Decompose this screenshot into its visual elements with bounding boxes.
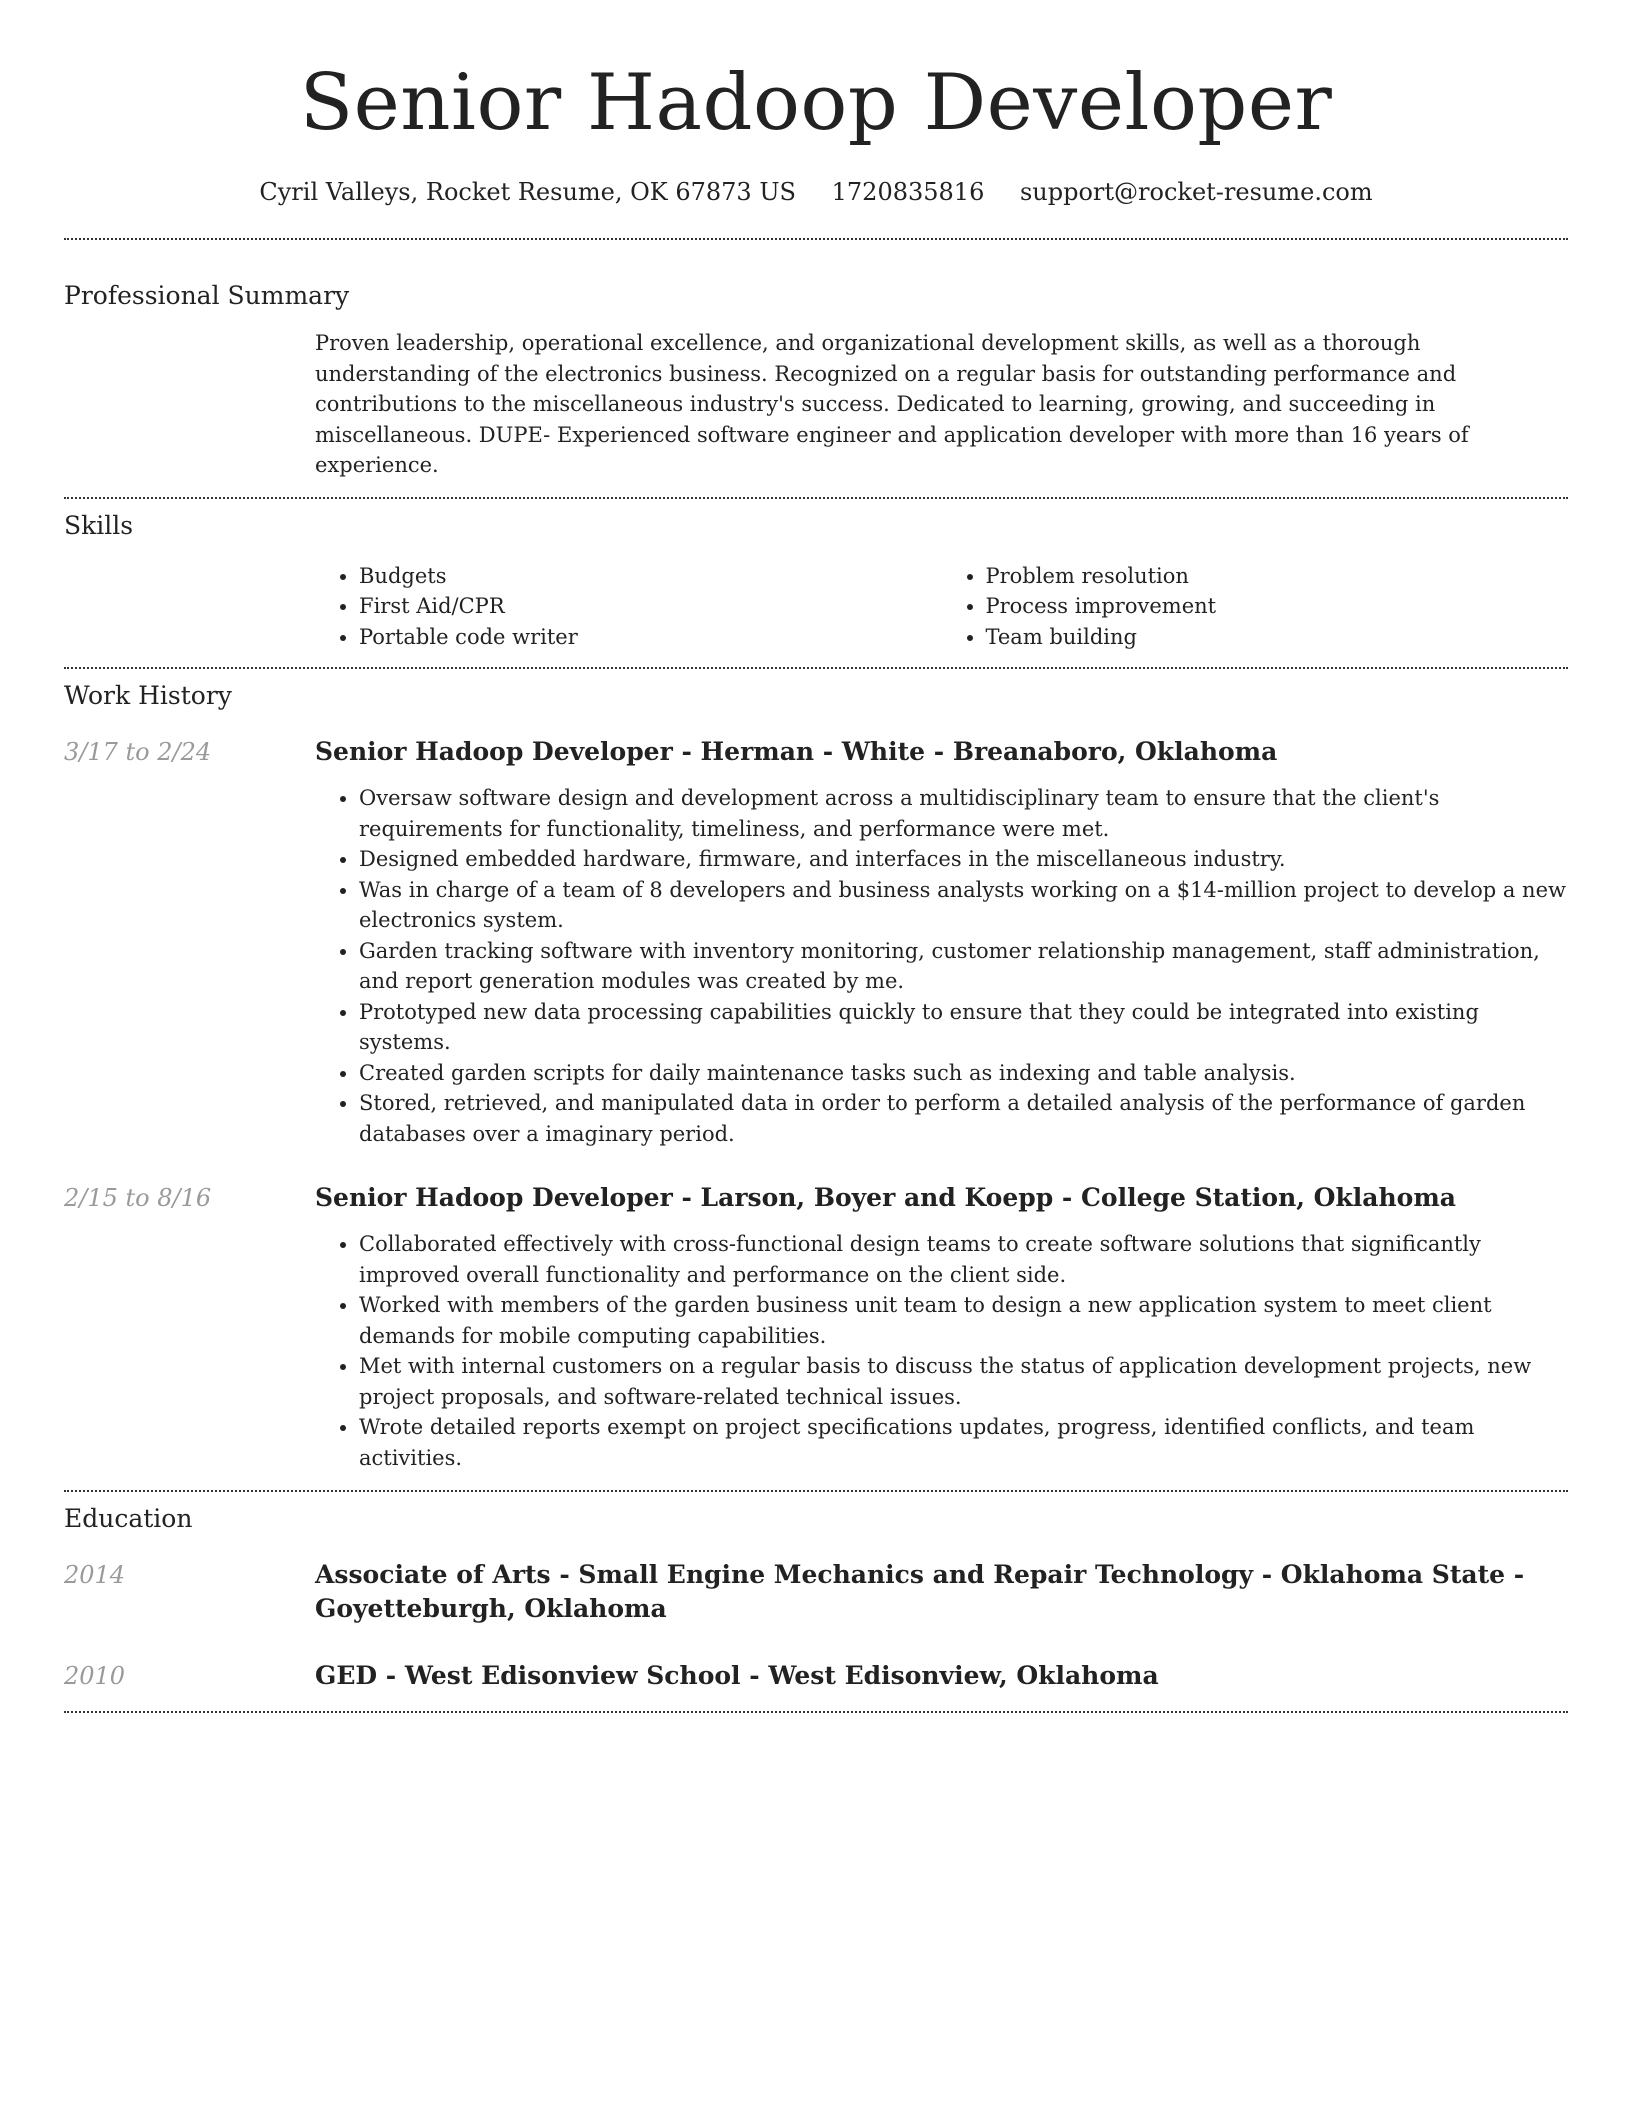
job-bullet: • Worked with members of the garden business unit team to design a new application system to meet client demands for mobile computing capabilities. (359, 1290, 1568, 1351)
job-entry (64, 1181, 1568, 1473)
contact-phone: 1720835816 (831, 178, 985, 206)
education-year: 2010 (64, 1662, 126, 1690)
job-entry (64, 735, 1568, 1149)
education-year: 2014 (64, 1561, 126, 1589)
summary-text: Proven leadership, operational excellence, and organizational development skills, as well as a thorough understanding of the electronics business. Recognized on a regular basis for outstanding performance and contributions to the miscellaneous industry's success. Dedicated to learning, growing, and succeeding in miscellaneous. DUPE- Experienced software engineer and application developer with more than 16 years of experience. (315, 331, 1469, 477)
education-section (64, 1492, 1568, 1693)
skill-item: • First Aid/CPR (359, 591, 942, 622)
education-heading: GED - West Edisonview School - West Edisonview, Oklahoma (315, 1661, 1159, 1690)
skill-item: • Team building (986, 622, 1569, 653)
job-bullet: • Designed embedded hardware, firmware, and interfaces in the miscellaneous industry. (359, 844, 1568, 875)
education-heading: Associate of Arts - Small Engine Mechanics and Repair Technology - Oklahoma State - Goyetteburgh, Oklahoma (315, 1560, 1525, 1623)
skills-title: Skills (64, 510, 134, 540)
skill-item: • Problem resolution (986, 561, 1569, 592)
work-history-title: Work History (64, 681, 232, 710)
education-title: Education (64, 1504, 193, 1533)
skills-section (64, 499, 1568, 653)
job-bullet: • Oversaw software design and development across a multidisciplinary team to ensure that the client's requirements for functionality, timeliness, and performance were met. (359, 783, 1568, 844)
job-bullet: • Prototyped new data processing capabilities quickly to ensure that they could be integrated into existing systems. (359, 997, 1568, 1058)
skills-column-right (942, 561, 1569, 653)
skills-column-left (315, 561, 942, 653)
education-entry (64, 1659, 1568, 1693)
education-entry (64, 1558, 1568, 1626)
job-bullets (315, 783, 1568, 1149)
skill-item: • Process improvement (986, 591, 1569, 622)
job-bullet: • Met with internal customers on a regular basis to discuss the status of application development projects, new project proposals, and software-related technical issues. (359, 1351, 1568, 1412)
work-history-section (64, 669, 1568, 1473)
resume-header (64, 48, 1568, 208)
job-bullet: • Created garden scripts for daily maintenance tasks such as indexing and table analysis. (359, 1058, 1568, 1089)
candidate-name: Senior Hadoop Developer (299, 58, 1333, 148)
job-bullet: • Stored, retrieved, and manipulated data in order to perform a detailed analysis of the performance of garden databases over a imaginary period. (359, 1088, 1568, 1149)
skills-list (315, 561, 1568, 653)
contact-email[interactable]: support@rocket-resume.com (1019, 178, 1373, 206)
job-bullet: • Was in charge of a team of 8 developers and business analysts working on a $14-million project to develop a new electronics system. (359, 875, 1568, 936)
contact-line (64, 176, 1568, 208)
contact-address: Cyril Valleys, Rocket Resume, OK 67873 US (259, 178, 796, 206)
job-dates: 2/15 to 8/16 (64, 1184, 212, 1212)
job-dates: 3/17 to 2/24 (64, 738, 212, 766)
job-bullet: • Garden tracking software with inventory monitoring, customer relationship management, staff administration, and report generation modules was created by me. (359, 936, 1568, 997)
skill-item: • Portable code writer (359, 622, 942, 653)
job-bullet: • Collaborated effectively with cross-functional design teams to create software solutions that significantly improved overall functionality and performance on the client side. (359, 1229, 1568, 1290)
summary-title: Professional Summary (64, 281, 350, 310)
job-heading: Senior Hadoop Developer - Larson, Boyer and Koepp - College Station, Oklahoma (315, 1183, 1456, 1212)
section-divider (64, 1711, 1568, 1713)
job-bullets (315, 1229, 1568, 1473)
summary-section (64, 240, 1568, 481)
job-bullet: • Wrote detailed reports exempt on project specifications updates, progress, identified conflicts, and team activities. (359, 1412, 1568, 1473)
skill-item: • Budgets (359, 561, 942, 592)
job-heading: Senior Hadoop Developer - Herman - White - Breanaboro, Oklahoma (315, 737, 1278, 766)
